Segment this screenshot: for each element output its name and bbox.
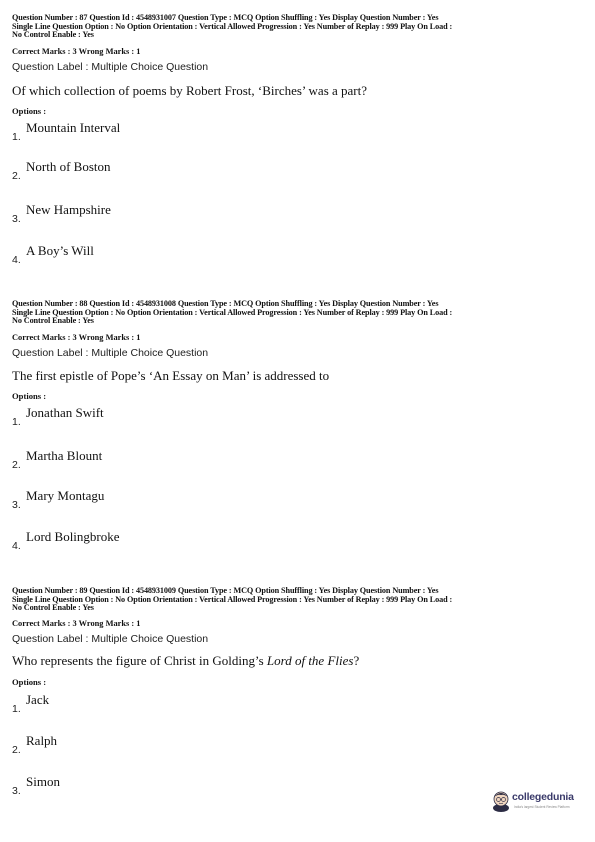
brand-name: collegedunia	[512, 791, 574, 803]
option-number: 2.	[12, 744, 21, 756]
meta-line: No Control Enable : Yes	[12, 603, 94, 613]
option-item[interactable]	[0, 692, 595, 720]
option-text: Simon	[26, 774, 60, 789]
question-meta	[12, 587, 587, 613]
options-heading: Options :	[12, 677, 47, 687]
question-text	[12, 83, 367, 99]
question-text-part: Of which collection of poems by Robert Frost, ‘Birches’ was a part?	[12, 83, 367, 98]
marks-line: Correct Marks : 3 Wrong Marks : 1	[12, 619, 141, 628]
question-meta	[12, 14, 587, 40]
option-text: New Hampshire	[26, 202, 111, 217]
option-number: 3.	[12, 213, 21, 225]
meta-line: Single Line Question Option : No Option Orientation : Vertical Allowed Progression : Yes Number of Replay : 999 Play On Load :	[12, 594, 453, 604]
option-number: 1.	[12, 703, 21, 715]
meta-line: No Control Enable : Yes	[12, 316, 94, 326]
collegedunia-logo	[490, 788, 590, 814]
option-text: Mary Montagu	[26, 488, 105, 503]
option-item[interactable]	[0, 733, 595, 761]
option-item[interactable]	[0, 488, 595, 516]
meta-line: Single Line Question Option : No Option Orientation : Vertical Allowed Progression : Yes Number of Replay : 999 Play On Load :	[12, 21, 453, 31]
question-text-part: ?	[353, 653, 360, 668]
option-item[interactable]	[0, 243, 595, 271]
brand-tagline: India's largest Student Review Platform	[514, 805, 570, 809]
meta-line: Single Line Question Option : No Option Orientation : Vertical Allowed Progression : Yes Number of Replay : 999 Play On Load :	[12, 307, 453, 317]
option-item[interactable]	[0, 529, 595, 557]
option-number: 4.	[12, 254, 21, 266]
question-text-part: The first epistle of Pope’s ‘An Essay on Man’ is addressed to	[12, 368, 330, 383]
book-title: Lord of the Flies	[266, 653, 354, 668]
option-number: 2.	[12, 170, 21, 182]
option-text: Jack	[26, 692, 50, 707]
option-text: Martha Blount	[26, 448, 103, 463]
meta-line: Question Number : 88 Question Id : 4548931008 Question Type : MCQ Option Shuffling : Yes Display Question Number : Yes	[12, 299, 439, 308]
meta-line: Question Number : 87 Question Id : 4548931007 Question Type : MCQ Option Shuffling : Yes Display Question Number : Yes	[12, 13, 439, 22]
option-item[interactable]	[0, 120, 595, 148]
option-text: A Boy’s Will	[26, 243, 94, 258]
question-text	[12, 368, 329, 384]
option-number: 1.	[12, 131, 21, 143]
options-heading: Options :	[12, 391, 47, 401]
option-text: Mountain Interval	[26, 120, 121, 135]
option-number: 3.	[12, 499, 21, 511]
question-text-part: Who represents the figure of Christ in Golding’s	[12, 653, 267, 668]
option-number: 4.	[12, 540, 21, 552]
question-label: Question Label : Multiple Choice Question	[12, 347, 209, 359]
marks-line: Correct Marks : 3 Wrong Marks : 1	[12, 333, 141, 342]
option-number: 1.	[12, 416, 21, 428]
option-text: North of Boston	[26, 159, 111, 174]
question-label: Question Label : Multiple Choice Question	[12, 61, 209, 73]
option-item[interactable]	[0, 405, 595, 433]
option-number: 2.	[12, 459, 21, 471]
option-text: Ralph	[26, 733, 58, 748]
options-heading: Options :	[12, 106, 47, 116]
question-label: Question Label : Multiple Choice Question	[12, 633, 209, 645]
question-meta	[12, 300, 587, 326]
option-number: 3.	[12, 785, 21, 797]
option-text: Jonathan Swift	[26, 405, 104, 420]
option-text: Lord Bolingbroke	[26, 529, 120, 544]
option-item[interactable]	[0, 448, 595, 476]
marks-line: Correct Marks : 3 Wrong Marks : 1	[12, 47, 141, 56]
meta-line: Question Number : 89 Question Id : 4548931009 Question Type : MCQ Option Shuffling : Yes Display Question Number : Yes	[12, 586, 439, 595]
option-item[interactable]	[0, 159, 595, 187]
option-item[interactable]	[0, 202, 595, 230]
mascot-icon	[490, 788, 512, 812]
meta-line: No Control Enable : Yes	[12, 30, 94, 40]
question-text	[12, 653, 359, 669]
